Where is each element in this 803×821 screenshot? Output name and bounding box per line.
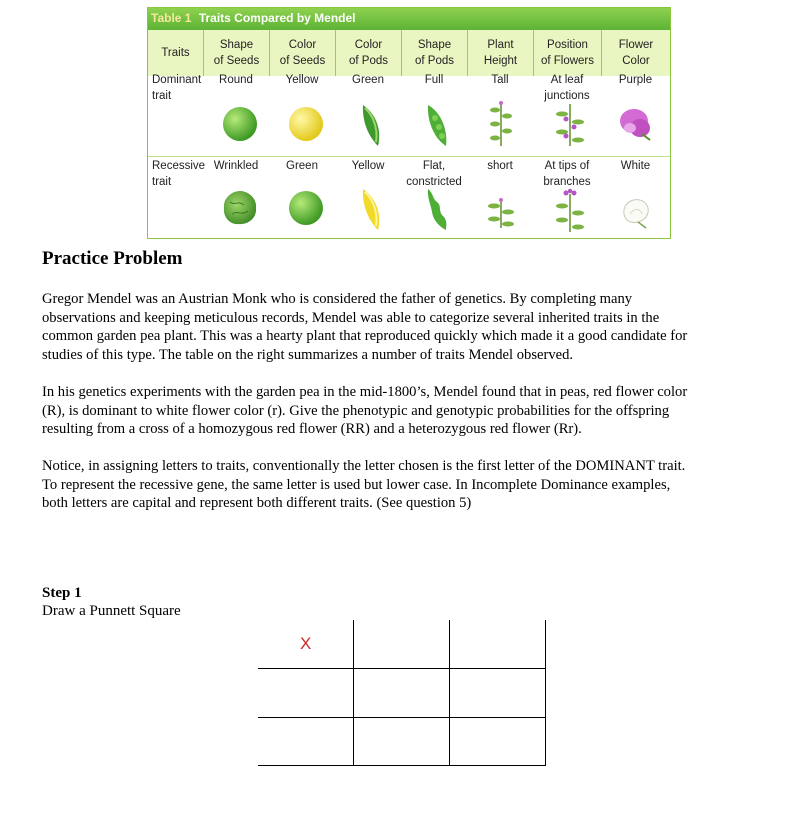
header-text: Color — [622, 55, 650, 67]
header-text: of Flowers — [540, 55, 595, 67]
grid-line — [545, 620, 546, 766]
step-instruction: Draw a Punnett Square — [42, 603, 181, 619]
purple-flower-icon — [616, 104, 656, 144]
table-title-text: Traits Compared by Mendel — [198, 11, 356, 25]
table-title — [148, 8, 670, 30]
corner-x-mark: X — [300, 634, 312, 653]
header-text: Plant — [487, 39, 514, 51]
text-line: studies of this type. The table on the right summarizes a number of traits Mendel observed. — [42, 346, 574, 363]
yellow-pod-icon — [358, 186, 384, 232]
text-line: Notice, in assigning letters to traits, conventionally the letter chosen is the first letter of the DOMINANT trait. — [42, 458, 686, 474]
header-flower-color — [601, 30, 670, 76]
dominant-shape-of-pods: Full — [424, 74, 444, 86]
tall-plant-icon — [486, 98, 516, 148]
table-number: Table 1 — [151, 11, 192, 25]
cell-text: junctions — [544, 90, 590, 102]
header-text: of Seeds — [213, 55, 260, 67]
dominant-row-label — [148, 72, 203, 104]
header-text: Position — [547, 39, 588, 51]
problem-paragraph — [42, 383, 762, 439]
text-line: To represent the recessive gene, the same letter is used but lower case. In Incomplete Dominance examples, — [42, 476, 671, 493]
wrinkled-seed-icon — [220, 188, 260, 228]
green-seed-icon — [286, 188, 326, 228]
header-text: of Pods — [415, 55, 454, 67]
axial-flower-plant-icon — [553, 100, 587, 148]
dominant-flower-color: Purple — [618, 74, 653, 86]
header-text: Height — [483, 55, 518, 67]
row-divider — [148, 156, 670, 157]
grid-line — [258, 717, 546, 718]
text-line: Gregor Mendel was an Austrian Monk who is considered the father of genetics. By completing many — [42, 291, 633, 307]
header-text: of Seeds — [279, 55, 326, 67]
recessive-shape-of-seeds: Wrinkled — [213, 160, 259, 172]
notice-paragraph — [42, 457, 762, 513]
header-plant-height — [467, 30, 533, 76]
row-label-text: Dominant — [152, 74, 202, 86]
intro-paragraph — [42, 290, 762, 364]
recessive-position-of-flowers — [533, 158, 601, 190]
recessive-flower-color: White — [620, 160, 651, 172]
row-label-text: trait — [152, 176, 172, 188]
header-text: Flower — [618, 39, 654, 51]
header-position-of-flowers — [533, 30, 601, 76]
full-pod-icon — [424, 102, 450, 148]
dominant-plant-height: Tall — [491, 74, 509, 86]
yellow-seed-icon — [286, 104, 326, 144]
row-label-text: trait — [152, 90, 172, 102]
green-pod-icon — [358, 102, 384, 148]
dominant-shape-of-seeds: Round — [219, 74, 253, 86]
text-line: (R), is dominant to white flower color (r). Give the phenotypic and genotypic probabilities for the offspring — [42, 402, 670, 419]
header-text: Shape — [219, 39, 254, 51]
white-flower-icon — [616, 190, 656, 230]
row-label-text: Recessive — [152, 160, 206, 172]
recessive-color-of-pods: Yellow — [351, 160, 385, 172]
constricted-pod-icon — [424, 186, 450, 232]
grid-line — [258, 668, 546, 669]
short-plant-icon — [486, 190, 516, 230]
step-label: Step 1 — [42, 585, 82, 601]
cell-text: Flat, — [422, 160, 446, 172]
header-color-of-seeds — [269, 30, 335, 76]
grid-line — [449, 620, 450, 766]
text-line: both letters are capital and represent both different traits. (See question 5) — [42, 495, 472, 511]
header-text: Traits — [161, 47, 190, 59]
text-line: In his genetics experiments with the garden pea in the mid-1800’s, Mendel found that in peas, red flower color — [42, 384, 688, 400]
cell-text: constricted — [406, 176, 462, 188]
recessive-color-of-seeds: Green — [286, 160, 318, 172]
traits-table — [147, 7, 671, 239]
cell-text: branches — [543, 176, 591, 188]
header-shape-of-seeds — [203, 30, 269, 76]
dominant-color-of-pods: Green — [352, 74, 384, 86]
header-text: of Pods — [349, 55, 388, 67]
header-text: Color — [288, 39, 317, 51]
header-shape-of-pods — [401, 30, 467, 76]
header-text: Shape — [417, 39, 452, 51]
cell-text: At tips of — [544, 160, 590, 172]
cell-text: At leaf — [550, 74, 584, 86]
dominant-color-of-seeds: Yellow — [285, 74, 319, 86]
grid-line — [258, 765, 546, 766]
recessive-plant-height: short — [487, 160, 513, 172]
grid-line — [353, 620, 354, 766]
header-traits — [148, 30, 203, 76]
terminal-flower-plant-icon — [553, 188, 587, 234]
text-line: observations and keeping meticulous records, Mendel was able to categorize several inherited traits in the — [42, 309, 660, 326]
recessive-row-label — [148, 158, 206, 190]
round-seed-icon — [220, 104, 260, 144]
text-line: common garden pea plant. This was a hearty plant that reproduced quickly which made it a good candidate for — [42, 328, 688, 344]
practice-heading: Practice Problem — [42, 248, 183, 269]
text-line: resulting from a cross of a homozygous red flower (RR) and a heterozygous red flower (Rr). — [42, 421, 582, 437]
header-color-of-pods — [335, 30, 401, 76]
header-text: Color — [354, 39, 383, 51]
